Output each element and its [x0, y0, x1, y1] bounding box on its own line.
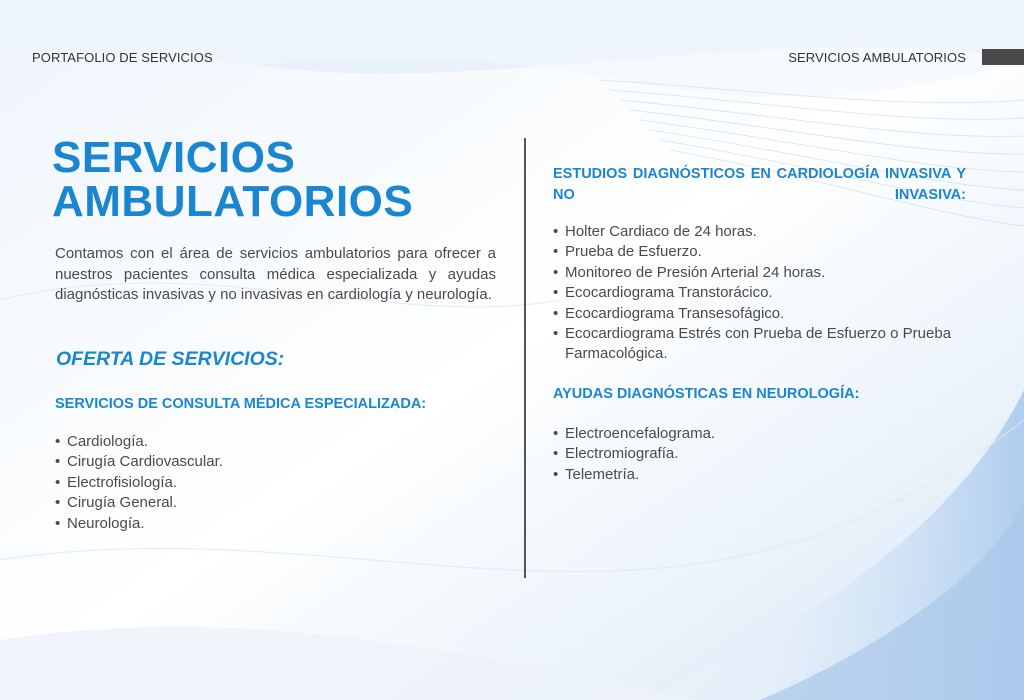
list-item: • Ecocardiograma Transesofágico.	[553, 304, 973, 324]
list-item: • Neurología.	[55, 514, 495, 534]
list-item: • Electromiografía.	[553, 444, 973, 464]
list-item: • Holter Cardiaco de 24 horas.	[553, 222, 973, 242]
neurologia-list	[553, 424, 973, 485]
list-item: • Electrofisiología.	[55, 473, 495, 493]
list-item: • Ecocardiograma Estrés con Prueba de Esfuerzo o Prueba Farmacológica.	[553, 324, 973, 365]
neurologia-heading: AYUDAS DIAGNÓSTICAS EN NEUROLOGÍA:	[553, 386, 860, 402]
list-item: • Cardiología.	[55, 432, 495, 452]
list-item: • Electroencefalograma.	[553, 424, 973, 444]
title-line-1: SERVICIOS	[52, 133, 296, 182]
section-header-label: SERVICIOS AMBULATORIOS	[788, 50, 966, 65]
title-line-2: AMBULATORIOS	[52, 177, 414, 226]
page-title	[52, 133, 414, 226]
column-divider	[524, 138, 526, 578]
list-item: • Monitoreo de Presión Arterial 24 horas.	[553, 263, 973, 283]
intro-paragraph: Contamos con el área de servicios ambulatorios para ofrecer a nuestros pacientes consulta médica especializada y ayudas diagnósticas invasivas y no invasivas en cardiología y neurología.	[55, 245, 496, 303]
list-item: • Cirugía General.	[55, 493, 495, 513]
cardiologia-list	[553, 222, 973, 365]
portfolio-header-label: PORTAFOLIO DE SERVICIOS	[32, 50, 213, 65]
header-accent-bar	[982, 49, 1024, 65]
list-item: • Ecocardiograma Transtorácico.	[553, 283, 973, 303]
list-item: • Prueba de Esfuerzo.	[553, 242, 973, 262]
consulta-list	[55, 432, 495, 534]
consulta-heading: SERVICIOS DE CONSULTA MÉDICA ESPECIALIZADA:	[55, 396, 427, 412]
cardiologia-heading: ESTUDIOS DIAGNÓSTICOS EN CARDIOLOGÍA INVASIVA Y NO INVASIVA:	[553, 166, 966, 203]
offer-heading: OFERTA DE SERVICIOS:	[56, 348, 285, 370]
list-item: • Telemetría.	[553, 465, 973, 485]
list-item: • Cirugía Cardiovascular.	[55, 452, 495, 472]
